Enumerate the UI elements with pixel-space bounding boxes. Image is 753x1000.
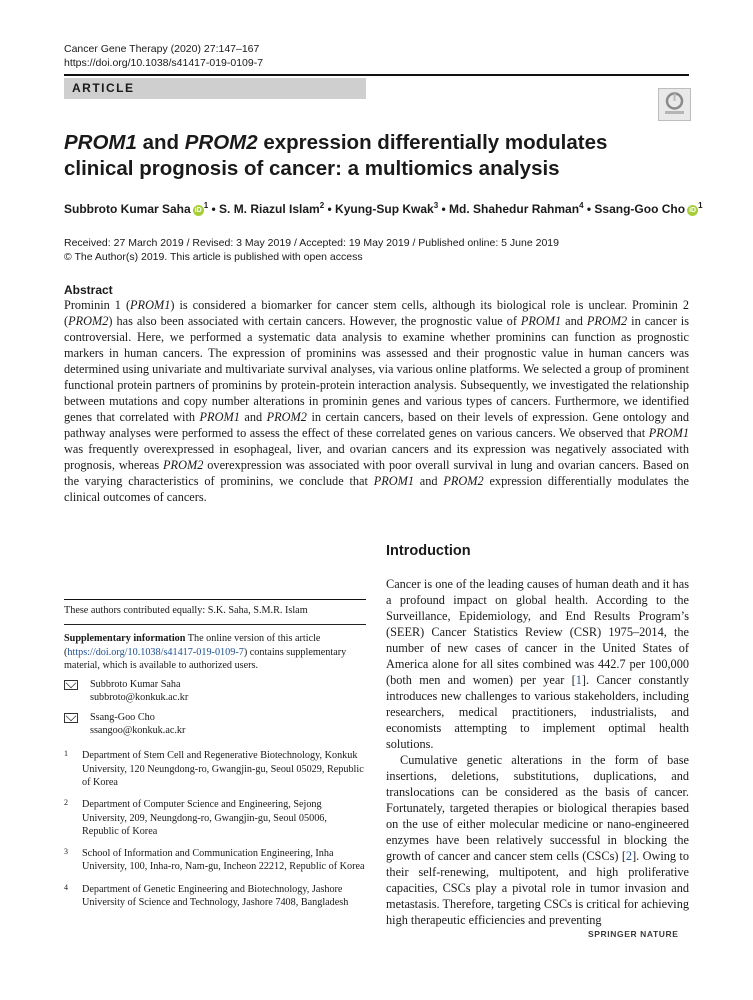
affiliation-number: 3 xyxy=(64,847,68,857)
footnotes xyxy=(64,603,366,909)
gene-name: PROM1 xyxy=(648,426,689,440)
gene-name: PROM2 xyxy=(443,474,484,488)
affiliation-marker: 2 xyxy=(319,201,325,210)
gene-name: PROM1 xyxy=(520,314,562,328)
journal-doi-link[interactable]: https://doi.org/10.1038/s41417-019-0109-7 xyxy=(64,57,264,69)
abstract-text: and xyxy=(561,314,587,328)
contact-name: Subbroto Kumar Saha xyxy=(90,679,181,691)
affiliation-text: School of Information and Communication Engineering, Inha University, 100, Inha-ro, Nam-gu, Incheon 22212, Republic of Korea xyxy=(82,848,365,873)
contact-entry xyxy=(64,711,366,738)
citation-link[interactable]: 1 xyxy=(575,673,582,687)
equal-contribution-note: These authors contributed equally: S.K. Saha, S.M.R. Islam xyxy=(64,605,308,616)
affiliation-entry xyxy=(64,798,366,838)
check-for-updates-badge[interactable] xyxy=(658,88,691,121)
supplementary-text: The online version of this article ( xyxy=(64,633,321,658)
author-separator: • xyxy=(208,202,220,216)
abstract-text: in cancer is controversial. Here, we performed a systematic data analysis to examine whether prominins can function as prognostic markers in human cancers. The expression of prominins was assessed and their prognostic value in human cancers was determined using univariate and multivariate survival analyses, via various online platforms. We selected a group of prominent functional protein partners of prominins by protein-protein interaction analysis. Subsequently, we investigated the relationship between mutations and copy number alterations in prominin genes and various types of cancers. Furthermore, we identified genes that correlated with xyxy=(64,314,689,424)
author-name[interactable]: Md. Shahedur Rahman xyxy=(449,202,580,216)
abstract-heading: Abstract xyxy=(64,283,113,297)
author-name[interactable]: S. M. Riazul Islam xyxy=(219,202,320,216)
author-list xyxy=(64,198,703,217)
abstract-text: Prominin 1 ( xyxy=(64,298,131,312)
author-name[interactable]: Kyung-Sup Kwak xyxy=(335,202,434,216)
affiliation-text: Department of Genetic Engineering and Biotechnology, Jashore University of Science and Technology, Jashore 7408, Bangladesh xyxy=(82,883,349,909)
contact-email[interactable]: ssangoo@konkuk.ac.kr xyxy=(90,725,186,737)
check-updates-icon xyxy=(659,89,690,120)
article-type-banner xyxy=(64,78,366,99)
article-title xyxy=(64,130,624,182)
title-rest: expression differentially modulates clinical prognosis of cancer: a multiomics analysis xyxy=(64,131,608,180)
affiliation-marker: 3 xyxy=(433,201,439,210)
title-gene-prom1: PROM1 xyxy=(64,131,137,154)
orcid-icon[interactable]: iD xyxy=(689,207,697,214)
gene-name: PROM2 xyxy=(163,458,204,472)
history-dates: Received: 27 March 2019 / Revised: 3 May 2019 / Accepted: 19 May 2019 / Published online: 5 June 2019 xyxy=(64,237,559,249)
affiliation-marker: 1 xyxy=(698,201,703,210)
gene-name: PROM1 xyxy=(199,410,240,424)
supplementary-text-end: ) contains supplementary material, which is available to authorized users. xyxy=(64,646,347,671)
intro-p1-text-end: ]. Cancer constantly introduces new challenges to various stakeholders, including researchers, medical practitioners, industrialists, and economists attempting to implement optimal health solutions. xyxy=(386,673,689,751)
gene-name: PROM1 xyxy=(373,474,414,488)
publisher-logo: SPRINGER NATURE xyxy=(588,929,679,939)
envelope-icon xyxy=(64,680,78,690)
abstract-text: overexpression was associated with poor overall survival in lung and ovarian cancers. Based on the varying characteristics of prominins, we conclude that xyxy=(64,458,689,488)
contact-entry xyxy=(64,678,366,705)
footnote-divider xyxy=(64,624,366,625)
article-type-label: ARTICLE xyxy=(72,81,135,95)
orcid-icon[interactable]: iD xyxy=(194,207,202,214)
affiliation-entry xyxy=(64,749,366,789)
affiliation-entry xyxy=(64,883,366,910)
affiliation-number: 2 xyxy=(64,798,68,808)
abstract-text: in certain cancers, based on their levels of expression. Gene ontology and pathway analyses were performed to assess the effect of these correlated genes on various cancers. We observed that xyxy=(64,410,690,440)
abstract-text: and xyxy=(414,474,444,488)
author-name[interactable]: Ssang-Goo Cho xyxy=(594,202,686,216)
title-and: and xyxy=(136,131,185,154)
abstract-text: and xyxy=(239,410,267,424)
supplementary-label: Supplementary information xyxy=(64,633,186,645)
gene-name: PROM2 xyxy=(68,314,109,328)
affiliation-marker: 4 xyxy=(579,201,584,210)
contact-list xyxy=(64,678,366,737)
intro-paragraph-1 xyxy=(386,576,689,752)
introduction-body xyxy=(386,576,689,928)
contact-email[interactable]: subbroto@konkuk.ac.kr xyxy=(90,692,189,704)
introduction-heading: Introduction xyxy=(386,543,471,559)
supplementary-note xyxy=(64,632,366,672)
title-gene-prom2: PROM2 xyxy=(184,131,258,154)
gene-name: PROM2 xyxy=(266,410,307,424)
intro-p2-text: Cumulative genetic alterations in the form of base insertions, deletions, substitutions, duplications, and translocations can be considered as the basis of cancer. Fortunately, targeted therapies or biological therapies based on the use of either molecular medicine or nano-engineered enzymes have been relatively successful in blocking the growth of cancer and cancer stem cells (CSCs) [ xyxy=(386,753,689,863)
affiliation-number: 1 xyxy=(64,749,68,759)
abstract-text: ) has also been associated with certain cancers. However, the prognostic value of xyxy=(108,314,521,328)
author-separator: • xyxy=(438,202,450,216)
intro-p2-text-end: ]. Owing to their self-renewing, multipotent, and high proliferative capacities, CSCs play a pivotal role in tumor invasion and metastasis. Therefore, targeting CSCs is critical for achieving high therapeutic efficiencies and preventing xyxy=(386,849,690,927)
header-rule xyxy=(64,74,689,76)
affiliation-text: Department of Stem Cell and Regenerative Biotechnology, Konkuk University, 120 Neungdong-ro, Gwangjin-gu, Seoul 05029, Republic of Korea xyxy=(82,750,364,788)
contact-details xyxy=(90,678,188,705)
abstract-text: expression differentially modulates the clinical outcomes of cancers. xyxy=(64,474,690,504)
gene-name: PROM2 xyxy=(586,314,628,328)
abstract-text: ) is considered a biomarker for cancer stem cells, although its biological role is unclear. Prominin 2 ( xyxy=(64,298,689,328)
author-separator: • xyxy=(583,202,595,216)
affiliation-entry xyxy=(64,847,366,874)
footnote-rule xyxy=(64,599,366,600)
intro-paragraph-2 xyxy=(386,752,689,928)
affiliation-list xyxy=(64,749,366,909)
abstract-body xyxy=(64,297,689,505)
affiliation-text: Department of Computer Science and Engineering, Sejong University, 209, Neungdong-ro, Gwangjin-gu, Seoul 05006, Republic of Korea xyxy=(82,799,327,837)
gene-name: PROM1 xyxy=(130,298,171,312)
author-separator: • xyxy=(324,202,336,216)
envelope-icon xyxy=(64,713,78,723)
citation-link[interactable]: 2 xyxy=(625,849,633,863)
journal-citation: Cancer Gene Therapy (2020) 27:147–167 xyxy=(64,43,260,55)
publication-dates xyxy=(64,236,559,264)
journal-header xyxy=(64,42,263,70)
affiliation-number: 4 xyxy=(64,882,68,892)
intro-p1-text: Cancer is one of the leading causes of human death and it has a profound impact on global health. According to the Surveillance, Epidemiology, and End Results Program’s (SEER) Cancer Statistics Review (CSR) 1975–2014, the number of new cases of cancer in the United States of America alone for all sites combined was 442.7 per 100,000 (both men and women) per year [ xyxy=(386,577,689,687)
copyright-line: © The Author(s) 2019. This article is published with open access xyxy=(64,251,363,263)
contact-details xyxy=(90,711,185,738)
abstract-text: was frequently overexpressed in esophageal, liver, and ovarian cancers and its expression was negatively associated with prognosis, whereas xyxy=(64,442,689,472)
supplementary-link[interactable]: https://doi.org/10.1038/s41417-019-0109-7 xyxy=(67,646,244,658)
author-name[interactable]: Subbroto Kumar Saha xyxy=(64,202,191,216)
affiliation-marker: 1 xyxy=(203,201,209,210)
contact-name: Ssang-Goo Cho xyxy=(90,711,155,723)
